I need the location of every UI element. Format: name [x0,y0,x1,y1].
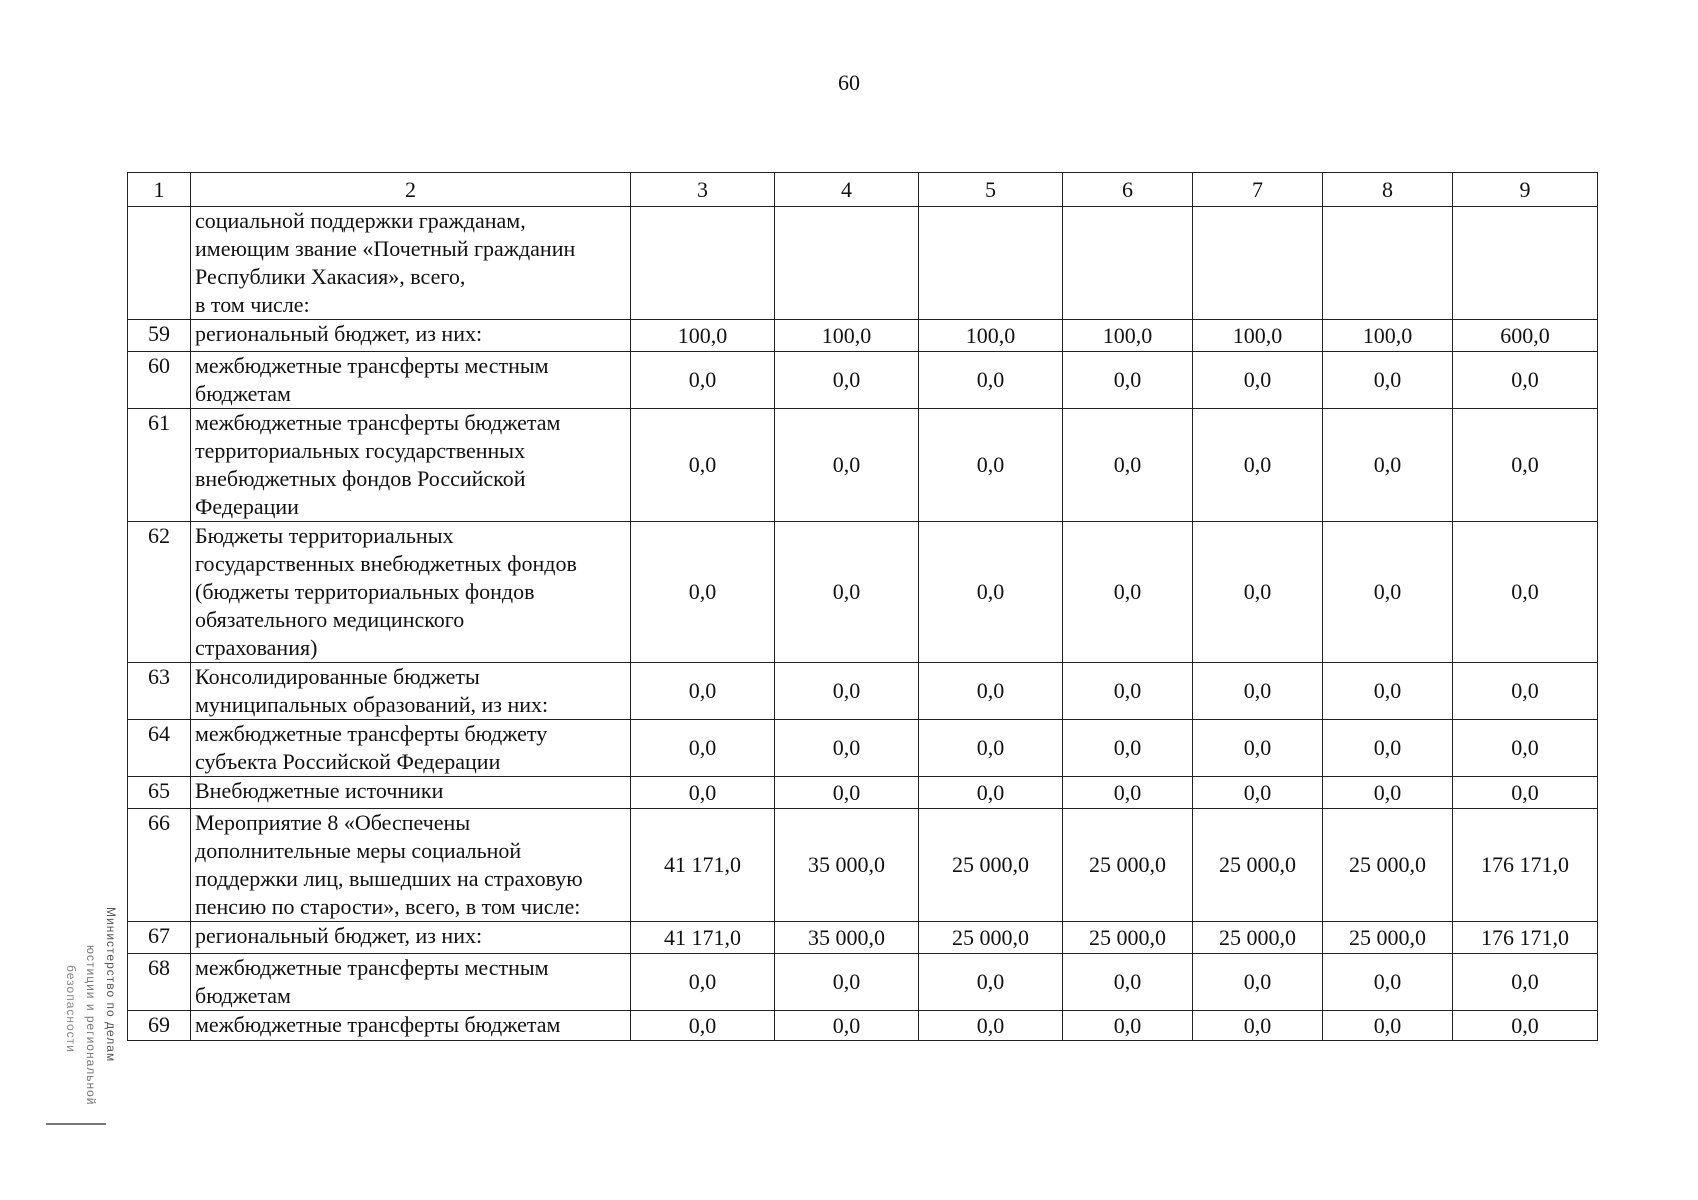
description-line: субъекта Российской Федерации [195,749,501,774]
header-cell: 4 [775,173,919,207]
value-cell: 0,0 [1063,663,1193,720]
value-cell: 100,0 [919,320,1063,352]
row-description [191,777,631,809]
value-cell: 0,0 [775,663,919,720]
description-line: Бюджеты территориальных [195,523,454,548]
value-cell [775,207,919,320]
stamp-divider [46,1123,106,1125]
row-number: 66 [128,809,191,922]
value-cell: 0,0 [631,409,775,522]
value-cell: 25 000,0 [919,809,1063,922]
row-description [191,954,631,1011]
value-cell: 0,0 [631,720,775,777]
value-cell: 0,0 [1193,522,1323,663]
header-cell: 9 [1453,173,1598,207]
value-cell: 0,0 [1063,522,1193,663]
description-line: региональный бюджет, из них: [195,321,483,346]
value-cell: 25 000,0 [1193,922,1323,954]
row-number: 64 [128,720,191,777]
value-cell: 0,0 [1063,1011,1193,1041]
value-cell: 0,0 [919,777,1063,809]
description-line: дополнительные меры социальной [195,838,522,863]
value-cell [1193,207,1323,320]
table-row [128,1011,1598,1041]
value-cell: 0,0 [1063,954,1193,1011]
value-cell: 0,0 [631,522,775,663]
value-cell: 41 171,0 [631,809,775,922]
description-line: бюджетам [195,381,291,406]
row-description [191,207,631,320]
stamp-line: Министерство по делам [104,907,118,1063]
table-row [128,777,1598,809]
value-cell: 0,0 [1323,663,1453,720]
value-cell: 25 000,0 [1063,809,1193,922]
value-cell: 0,0 [1453,954,1598,1011]
description-line: Консолидированные бюджеты [195,664,480,689]
table-row [128,922,1598,954]
value-cell: 0,0 [775,1011,919,1041]
value-cell: 0,0 [775,954,919,1011]
description-line: обязательного медицинского [195,607,465,632]
value-cell: 0,0 [1193,409,1323,522]
value-cell: 176 171,0 [1453,809,1598,922]
value-cell: 25 000,0 [1193,809,1323,922]
value-cell: 0,0 [1323,1011,1453,1041]
row-description [191,352,631,409]
value-cell: 35 000,0 [775,922,919,954]
value-cell: 0,0 [1193,352,1323,409]
value-cell: 0,0 [1193,720,1323,777]
description-line: Республики Хакасия», всего, [195,264,466,289]
header-cell: 3 [631,173,775,207]
description-line: межбюджетные трансферты местным [195,955,549,980]
value-cell: 0,0 [1453,1011,1598,1041]
row-number: 59 [128,320,191,352]
description-line: в том числе: [195,292,310,317]
stamp-line: юстиции и региональной [84,945,98,1106]
value-cell: 0,0 [1453,522,1598,663]
description-line: государственных внебюджетных фондов [195,551,577,576]
row-number: 60 [128,352,191,409]
value-cell: 0,0 [631,1011,775,1041]
table-row [128,409,1598,522]
table-row [128,207,1598,320]
value-cell: 0,0 [1323,720,1453,777]
table-row [128,663,1598,720]
value-cell: 176 171,0 [1453,922,1598,954]
value-cell [1453,207,1598,320]
value-cell: 0,0 [631,777,775,809]
value-cell: 0,0 [1453,352,1598,409]
row-number: 65 [128,777,191,809]
value-cell [631,207,775,320]
description-line: имеющим звание «Почетный гражданин [195,236,576,261]
description-line: внебюджетных фондов Российской [195,466,526,491]
description-line: Мероприятие 8 «Обеспечены [195,810,471,835]
value-cell: 100,0 [775,320,919,352]
value-cell: 0,0 [1453,720,1598,777]
value-cell: 0,0 [1063,409,1193,522]
description-line: межбюджетные трансферты местным [195,353,549,378]
value-cell: 0,0 [631,352,775,409]
value-cell: 0,0 [919,720,1063,777]
description-line: Внебюджетные источники [195,778,444,803]
value-cell: 100,0 [1063,320,1193,352]
value-cell: 25 000,0 [1323,809,1453,922]
description-line: поддержки лиц, вышедших на страховую [195,866,583,891]
value-cell: 0,0 [1063,777,1193,809]
table-row [128,954,1598,1011]
value-cell: 0,0 [1063,352,1193,409]
value-cell: 0,0 [919,1011,1063,1041]
value-cell: 600,0 [1453,320,1598,352]
description-line: страхования) [195,635,318,660]
row-description [191,720,631,777]
row-number: 61 [128,409,191,522]
row-description [191,1011,631,1041]
header-cell: 7 [1193,173,1323,207]
value-cell: 41 171,0 [631,922,775,954]
row-number: 62 [128,522,191,663]
row-description [191,809,631,922]
value-cell: 0,0 [631,954,775,1011]
budget-table [127,172,1598,1041]
value-cell: 0,0 [775,720,919,777]
value-cell [919,207,1063,320]
row-description [191,922,631,954]
header-cell: 1 [128,173,191,207]
value-cell: 0,0 [1453,409,1598,522]
value-cell: 0,0 [1453,663,1598,720]
value-cell: 0,0 [1193,954,1323,1011]
value-cell: 0,0 [775,777,919,809]
row-description [191,522,631,663]
value-cell: 0,0 [775,352,919,409]
value-cell: 0,0 [919,954,1063,1011]
value-cell: 0,0 [919,522,1063,663]
value-cell: 0,0 [1063,720,1193,777]
row-description [191,320,631,352]
header-cell: 8 [1323,173,1453,207]
value-cell: 0,0 [1323,352,1453,409]
value-cell: 0,0 [1323,777,1453,809]
office-stamp [38,905,120,1125]
value-cell: 0,0 [1323,409,1453,522]
description-line: межбюджетные трансферты бюджетам [195,1012,561,1037]
value-cell: 0,0 [1323,522,1453,663]
value-cell: 25 000,0 [1323,922,1453,954]
description-line: (бюджеты территориальных фондов [195,579,535,604]
value-cell: 0,0 [775,522,919,663]
table-row [128,320,1598,352]
value-cell: 25 000,0 [919,922,1063,954]
value-cell [1323,207,1453,320]
table-body [128,173,1598,1041]
value-cell: 25 000,0 [1063,922,1193,954]
page-number: 60 [838,70,860,95]
value-cell: 0,0 [775,409,919,522]
row-number: 68 [128,954,191,1011]
row-description [191,663,631,720]
header-cell: 5 [919,173,1063,207]
description-line: территориальных государственных [195,438,526,463]
value-cell: 0,0 [1323,954,1453,1011]
value-cell: 35 000,0 [775,809,919,922]
description-line: Федерации [195,494,299,519]
row-number [128,207,191,320]
table-row [128,720,1598,777]
table-row [128,522,1598,663]
description-line: региональный бюджет, из них: [195,923,483,948]
value-cell: 0,0 [1453,777,1598,809]
row-number: 63 [128,663,191,720]
description-line: муниципальных образований, из них: [195,692,549,717]
value-cell [1063,207,1193,320]
table-row [128,809,1598,922]
header-cell: 6 [1063,173,1193,207]
value-cell: 0,0 [631,663,775,720]
value-cell: 100,0 [1323,320,1453,352]
description-line: пенсию по старости», всего, в том числе: [195,894,581,919]
value-cell: 0,0 [1193,663,1323,720]
header-cell: 2 [191,173,631,207]
table-row [128,352,1598,409]
description-line: межбюджетные трансферты бюджету [195,721,548,746]
value-cell: 0,0 [1193,777,1323,809]
description-line: социальной поддержки гражданам, [195,208,526,233]
row-number: 67 [128,922,191,954]
row-description [191,409,631,522]
value-cell: 0,0 [919,663,1063,720]
description-line: бюджетам [195,983,291,1008]
value-cell: 0,0 [1193,1011,1323,1041]
description-line: межбюджетные трансферты бюджетам [195,410,561,435]
value-cell: 100,0 [631,320,775,352]
value-cell: 0,0 [919,352,1063,409]
stamp-line: безопасности [64,965,78,1053]
value-cell: 100,0 [1193,320,1323,352]
value-cell: 0,0 [919,409,1063,522]
table-header-row [128,173,1598,207]
row-number: 69 [128,1011,191,1041]
